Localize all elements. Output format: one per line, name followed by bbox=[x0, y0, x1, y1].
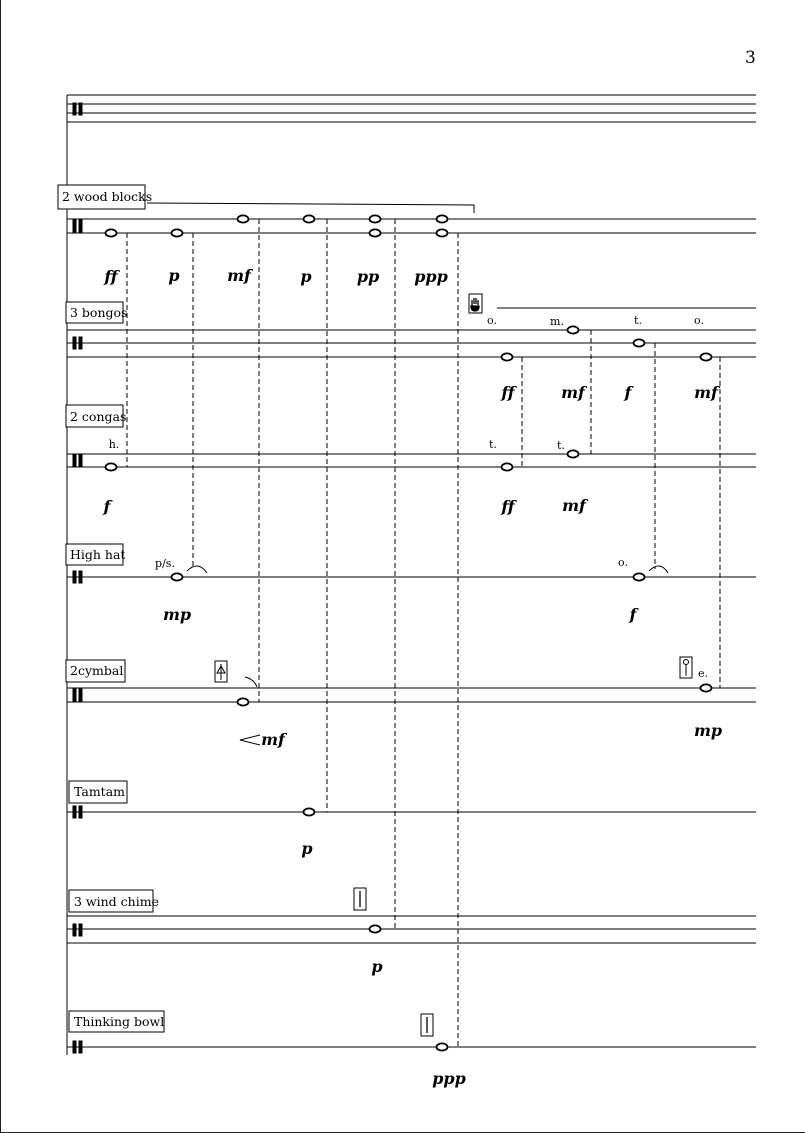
triangle-beater-icon bbox=[215, 661, 227, 682]
notehead bbox=[502, 353, 513, 360]
label-high-hat: High hat bbox=[70, 547, 126, 562]
articulation-text: o. bbox=[618, 556, 628, 569]
articulation-text: e. bbox=[697, 667, 709, 680]
hairpin-crescendo bbox=[240, 735, 260, 745]
notehead bbox=[106, 463, 117, 470]
dynamic-marking: mp bbox=[162, 605, 192, 624]
tie-arc bbox=[649, 566, 668, 573]
staff-cymbal bbox=[67, 688, 756, 702]
notehead bbox=[502, 463, 513, 470]
label-tamtam: Tamtam bbox=[74, 784, 126, 799]
dynamic-marking: f bbox=[629, 605, 637, 624]
articulation-text: m. bbox=[550, 315, 564, 328]
notehead bbox=[437, 229, 448, 236]
dynamic-marking: pp bbox=[356, 267, 380, 286]
dynamic-marking: mf bbox=[561, 383, 585, 402]
dynamic-marking: f bbox=[103, 497, 111, 516]
articulation-text: h. bbox=[108, 438, 120, 451]
dynamic-marking: ppp bbox=[432, 1069, 466, 1088]
notehead bbox=[370, 925, 381, 932]
hand-icon bbox=[469, 294, 482, 313]
tie-arc bbox=[245, 677, 257, 687]
notehead bbox=[634, 339, 645, 346]
dynamic-marking: ff bbox=[104, 267, 118, 286]
dynamic-marking: ff bbox=[501, 497, 515, 516]
articulation-text: t. bbox=[489, 438, 497, 451]
staff-bongos bbox=[67, 308, 756, 357]
label-cymbal: 2cymbal bbox=[70, 663, 124, 678]
label-congas: 2 congas bbox=[70, 409, 127, 424]
score-canvas bbox=[1, 0, 805, 1133]
label-bongos: 3 bongos bbox=[70, 305, 128, 320]
articulation-text: o. bbox=[487, 314, 497, 327]
staff-thinking-bowl bbox=[67, 1041, 756, 1053]
notehead bbox=[172, 229, 183, 236]
notehead bbox=[370, 229, 381, 236]
notehead bbox=[701, 353, 712, 360]
top-staff bbox=[67, 95, 756, 122]
dynamic-marking: p bbox=[168, 266, 180, 285]
dynamic-marking: p bbox=[371, 957, 383, 976]
dynamic-marking: ff bbox=[501, 383, 515, 402]
dynamic-marking: p bbox=[300, 267, 312, 286]
staff-wind-chime bbox=[67, 916, 756, 943]
stick-icon bbox=[354, 888, 366, 910]
label-wind-chime: 3 wind chime bbox=[74, 894, 159, 909]
notehead bbox=[568, 450, 579, 457]
label-wood-blocks: 2 wood blocks bbox=[62, 189, 153, 204]
dynamic-marking: mf bbox=[261, 730, 285, 749]
articulation-text: o. bbox=[694, 314, 704, 327]
stick-icon bbox=[421, 1014, 433, 1036]
notehead bbox=[106, 229, 117, 236]
staff-high-hat bbox=[67, 571, 756, 583]
dynamic-marking: mf bbox=[694, 383, 718, 402]
mallet-icon bbox=[680, 657, 692, 678]
notehead bbox=[304, 215, 315, 222]
articulation-text: t. bbox=[557, 439, 565, 452]
dynamic-marking: mp bbox=[693, 721, 723, 740]
dynamic-marking: p bbox=[301, 839, 313, 858]
notehead bbox=[437, 1043, 448, 1050]
dynamic-marking: ppp bbox=[414, 267, 448, 286]
staff-congas bbox=[67, 454, 756, 467]
label-thinking-bowl: Thinking bowl bbox=[74, 1014, 165, 1029]
notehead bbox=[437, 215, 448, 222]
notehead bbox=[304, 808, 315, 815]
notehead bbox=[634, 573, 645, 580]
staff-tamtam bbox=[67, 806, 756, 818]
notehead bbox=[568, 326, 579, 333]
dynamic-marking: mf bbox=[227, 266, 251, 285]
dynamic-marking: f bbox=[624, 383, 632, 402]
articulation-text: p/s. bbox=[155, 557, 175, 570]
staff-wood-blocks bbox=[67, 203, 756, 233]
notehead bbox=[701, 684, 712, 691]
notehead bbox=[238, 698, 249, 705]
notehead bbox=[172, 573, 183, 580]
noteheads bbox=[106, 215, 712, 1050]
tie-arc bbox=[187, 566, 207, 573]
notehead bbox=[370, 215, 381, 222]
dynamic-marking: mf bbox=[562, 496, 586, 515]
page-number: 3 bbox=[745, 48, 756, 68]
articulation-text: t. bbox=[634, 314, 642, 327]
notehead bbox=[238, 215, 249, 222]
